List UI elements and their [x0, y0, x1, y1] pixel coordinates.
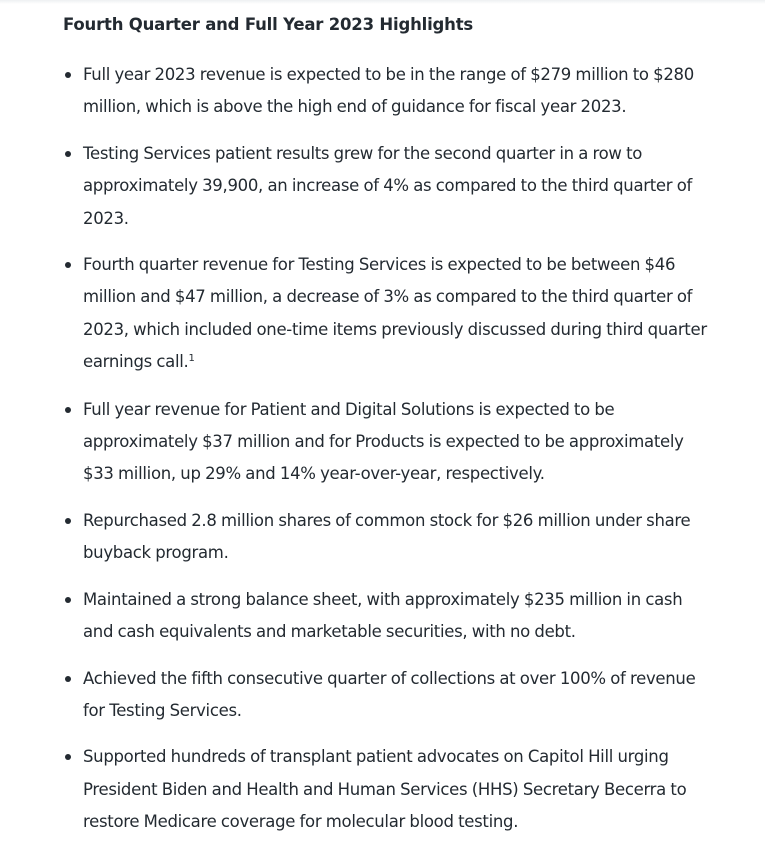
list-item-text: Fourth quarter revenue for Testing Services is expected to be between $46 million and $47 million, a decrease of 3% as compared to the third quarter of 2023, which included one-time items previously discussed during third quarter earnings call.: [83, 255, 707, 372]
footnote-marker[interactable]: 1: [188, 353, 195, 365]
section-heading: Fourth Quarter and Full Year 2023 Highlights: [63, 15, 474, 34]
list-item-text: Maintained a strong balance sheet, with approximately $235 million in cash and cash equivalents and marketable securities, with no debt.: [83, 589, 683, 642]
list-item-text: Repurchased 2.8 million shares of common stock for $26 million under share buyback program.: [83, 510, 691, 563]
top-shadow: [0, 0, 765, 4]
list-item: [63, 741, 713, 838]
list-item-text: Supported hundreds of transplant patient advocates on Capitol Hill urging President Biden and Health and Human Services (HHS) Secretary Becerra to restore Medicare coverage for molecular blood testing.: [83, 747, 687, 832]
highlights-list: [63, 59, 713, 839]
list-item-text: Achieved the fifth consecutive quarter of collections at over 100% of revenue for Testing Services.: [83, 668, 696, 720]
article-body: [63, 12, 713, 839]
list-item: [63, 59, 713, 124]
list-item: [63, 249, 713, 379]
list-item: [63, 394, 713, 491]
list-item-text: Full year 2023 revenue is expected to be in the range of $279 million to $280 million, which is above the high end of guidance for fiscal year 2023.: [83, 65, 694, 117]
list-item: [63, 584, 713, 649]
list-item-text: Testing Services patient results grew for the second quarter in a row to approximately 39,900, an increase of 4% as compared to the third quarter of 2023.: [83, 143, 693, 228]
list-item: [63, 505, 713, 570]
list-item-text: Full year revenue for Patient and Digital Solutions is expected to be approximately $37 million and for Products is expected to be approximately $33 million, up 29% and 14% year-over-year, respectively.: [83, 399, 684, 484]
list-item: [63, 663, 713, 728]
list-item: [63, 138, 713, 235]
